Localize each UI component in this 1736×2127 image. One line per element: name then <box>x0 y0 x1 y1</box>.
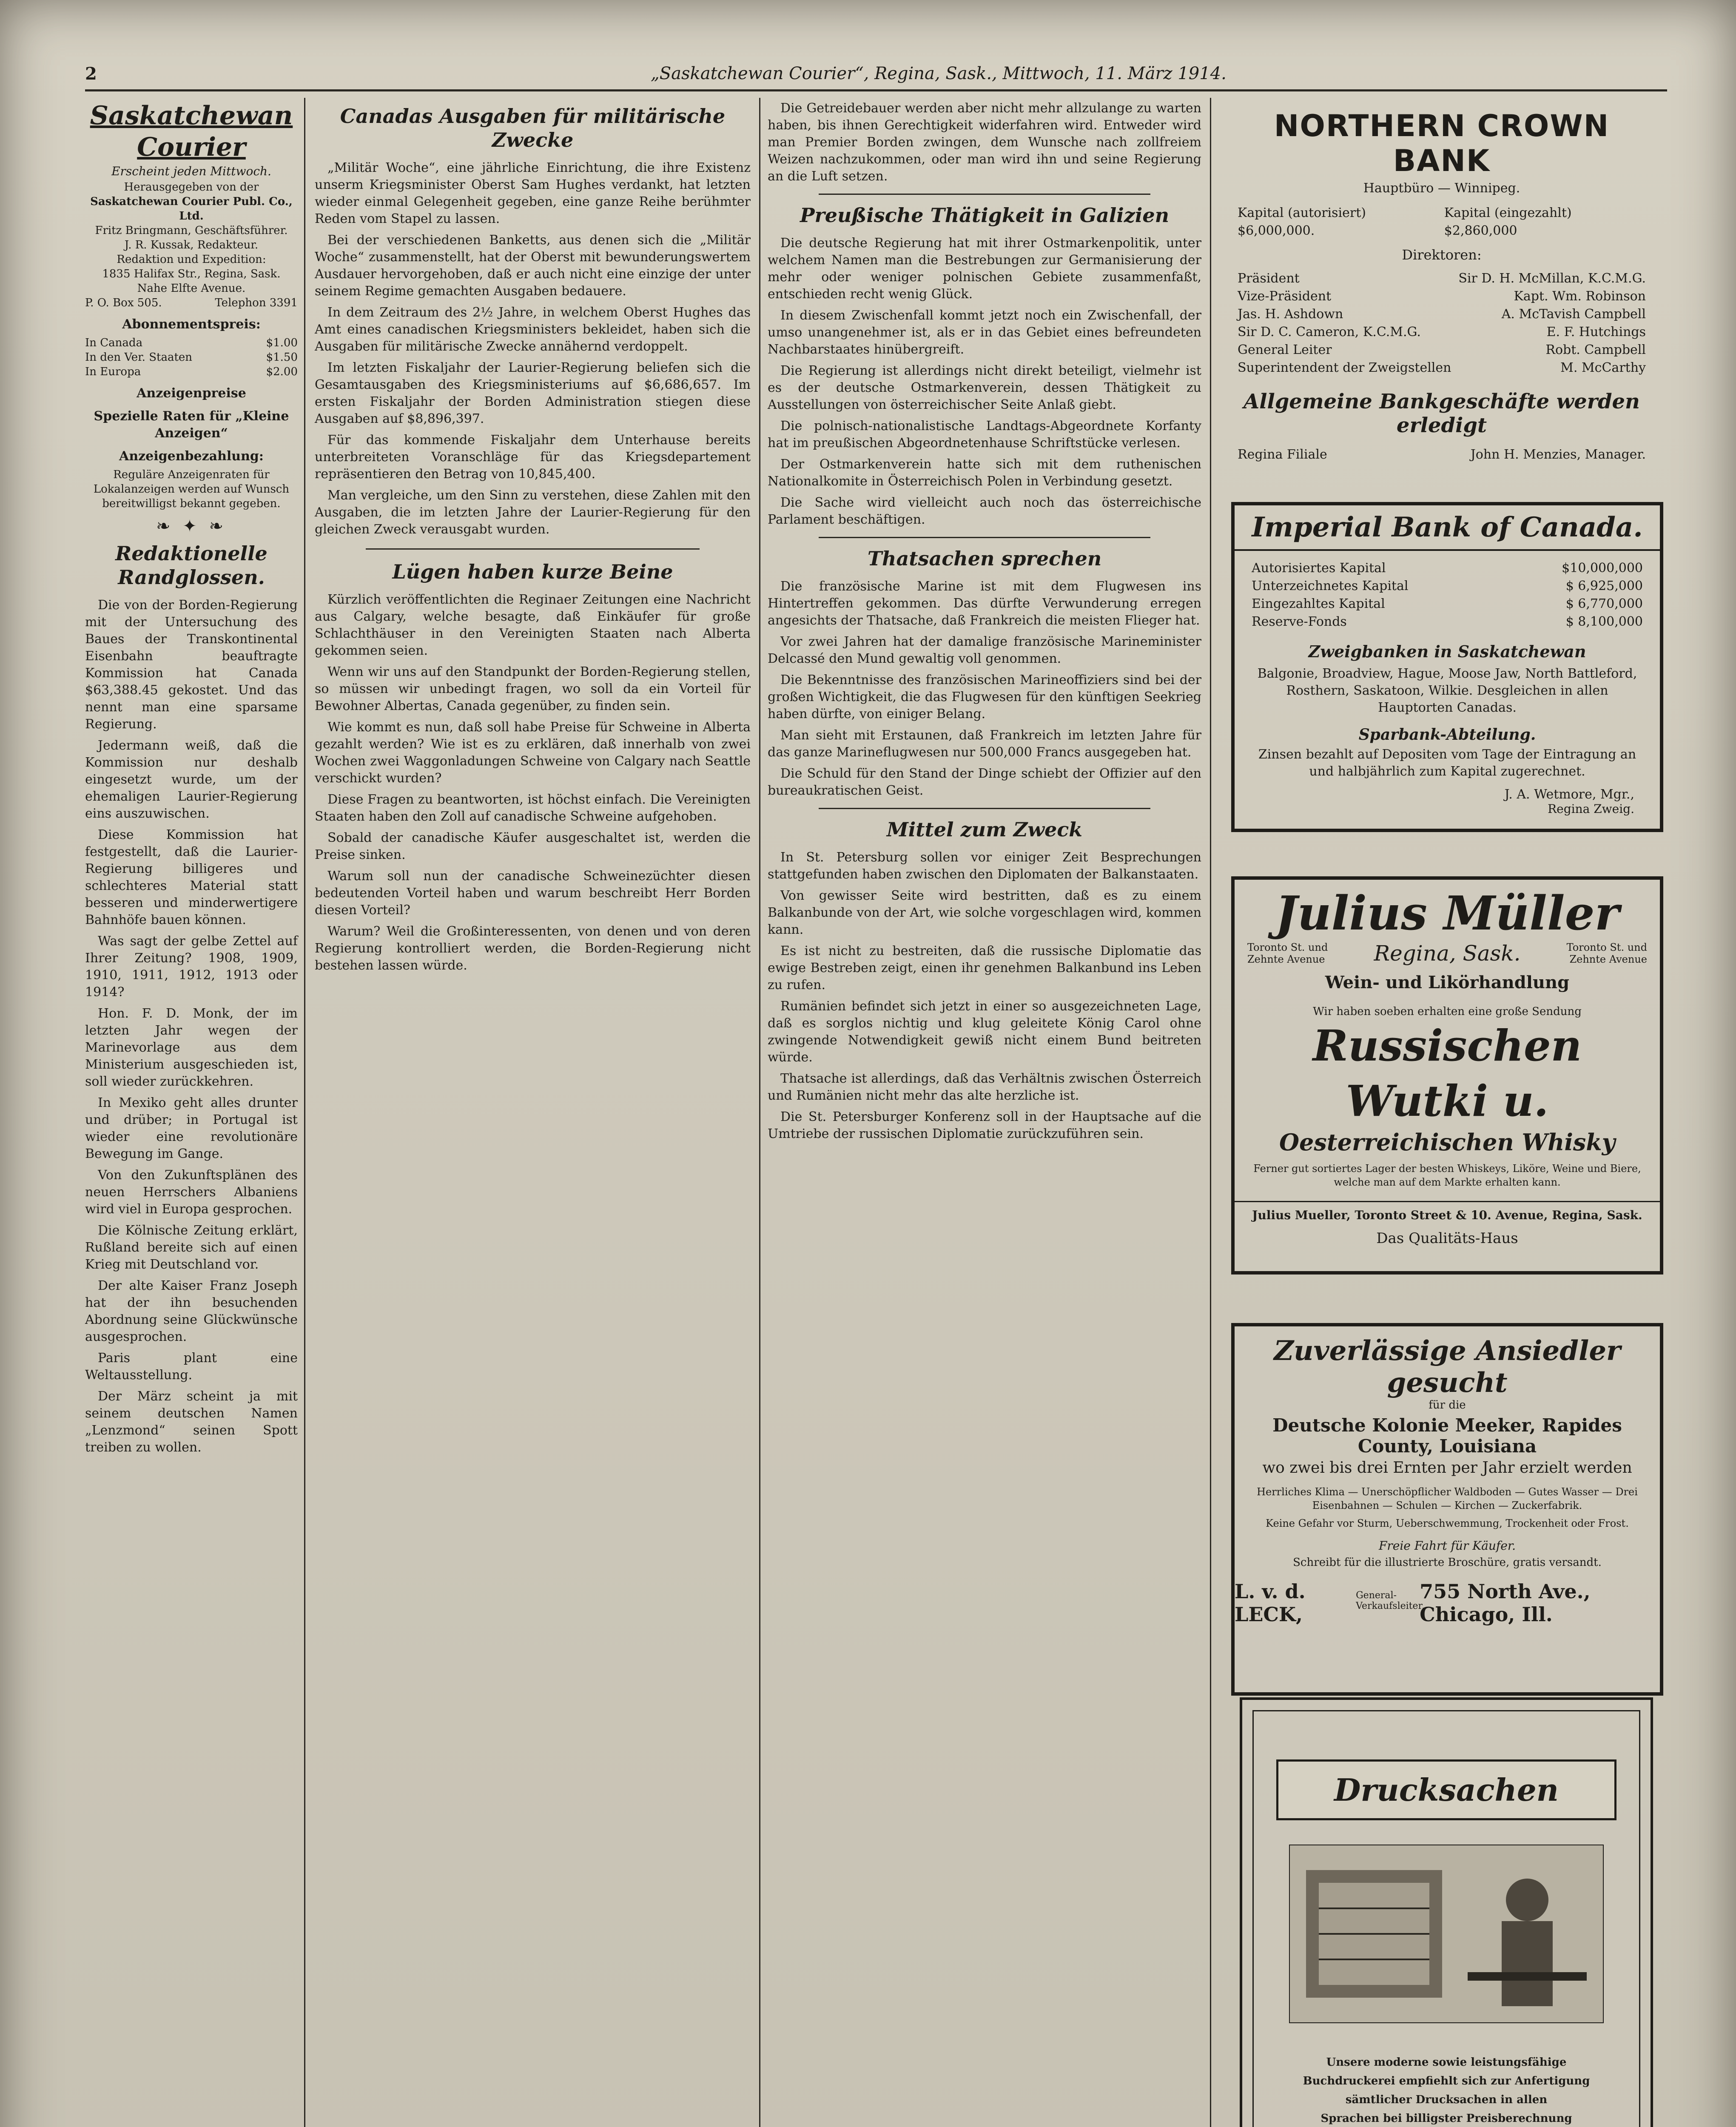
paragraph: Der alte Kaiser Franz Joseph hat der ihn besuchenden Abordnung seine Glückwünsche ausgesprochen. <box>85 1278 298 1344</box>
savings-label: Sparbank-Abteilung. <box>1358 726 1536 744</box>
article-divider <box>819 194 1150 195</box>
directors-label: Direktoren: <box>1402 247 1482 263</box>
ornament-divider: ❧ ✦ ❧ <box>156 516 227 536</box>
ad-print-shop <box>1240 1697 1653 2127</box>
editor-line: J. R. Kussak, Redakteur. <box>124 239 259 251</box>
paragraph: Die polnisch-nationalistische Landtags-Abgeordnete Korfanty hat im preußischen Abgeordnetenhause Schriftstücke verlesen. <box>768 419 1201 450</box>
bank-title: NORTHERN CROWN BANK <box>1274 108 1610 178</box>
article-column <box>768 100 1201 1147</box>
article-heading: Canadas Ausgaben für militärische Zwecke <box>340 105 726 151</box>
paragraph: Von den Zukunftsplänen des neuen Herrschers Albaniens wird viel in Europa gesprochen. <box>85 1168 298 1217</box>
masthead-title: Saskatchewan Courier <box>90 101 293 162</box>
publisher-line: Herausgegeben von der <box>124 181 259 194</box>
rates-notice: Reguläre Anzeigenraten für Lokalanzeigen werden auf Wunsch bereitwilligst bekannt gegeben. <box>93 468 290 510</box>
imperial-title: Imperial Bank of Canada. <box>1235 505 1660 551</box>
business-line: Wein- und Likörhandlung <box>1325 972 1570 992</box>
paragraph: Thatsache ist allerdings, daß das Verhältnis zwischen Österreich und Rumänien nicht mehr das alte herzliche ist. <box>768 1071 1201 1103</box>
column-divider <box>759 98 760 2127</box>
ad-imperial-bank <box>1231 502 1663 832</box>
page-header <box>85 64 1667 89</box>
po-box: P. O. Box 505. <box>85 297 162 309</box>
tagline: Das Qualitäts-Haus <box>1376 1230 1518 1247</box>
colony-name: Deutsche Kolonie Meeker, Rapides County, Louisiana <box>1272 1415 1622 1457</box>
director-row: Vize-Präsident Kapt. Wm. Robinson <box>1238 289 1646 304</box>
paragraph: Die französische Marine ist mit dem Flugwesen ins Hintertreffen gekommen. Das dürfte Verwunderung erregen angesichts der Thatsache, daß Frankreich die meisten Flieger hat. <box>768 579 1201 628</box>
savings-text: Zinsen bezahlt auf Depositen vom Tage der Eintragung an und halbjährlich zum Kapital zugerechnet. <box>1258 747 1636 779</box>
address-row: Toronto St. und Zehnte Avenue Regina, Sask. Toronto St. und Zehnte Avenue <box>1247 941 1647 966</box>
capital-row: Autorisiertes Kapital $10,000,000 <box>1252 561 1643 576</box>
product-1: Russischen Wutki u. <box>1312 1021 1582 1126</box>
paragraph: Die Kölnische Zeitung erklärt, Rußland bereite sich auf einen Krieg mit Deutschland vor. <box>85 1223 298 1272</box>
paragraph: Vor zwei Jahren hat der damalige französische Marineminister Delcassé den Mund gewaltig voll genommen. <box>768 634 1201 666</box>
ad-julius-mueller <box>1231 876 1663 1274</box>
subscription-row: In Canada $1.00 <box>85 336 298 349</box>
product-2: Oesterreichischen Whisky <box>1279 1129 1616 1156</box>
contact-row: L. v. d. LECK, General-Verkaufsleiter, 755 North Ave., Chicago, Ill. <box>1235 1580 1591 1626</box>
ads-label: Anzeigenpreise <box>137 386 246 401</box>
merchant-footer: Julius Mueller, Toronto Street & 10. Avenue, Regina, Sask. <box>1235 1201 1660 1222</box>
director-row: Jas. H. Ashdown A. McTavish Campbell <box>1238 307 1646 322</box>
paragraph: Der März scheint ja mit seinem deutschen Namen „Lenzmond“ seinen Spott treiben zu wollen. <box>85 1389 298 1455</box>
paragraph: Im letzten Fiskaljahr der Laurier-Regierung beliefen sich die Gesamtausgaben des Kriegsministeriums auf $6,686,657. Im ersten Fiskaljahr der Borden Administration stiegen diese Ausgaben auf $8,896,397. <box>315 360 751 426</box>
masthead-column <box>85 100 298 1460</box>
print-text: Unsere moderne sowie leistungsfähige Buchdruckerei empfiehlt sich zur Anfertigung sämtlicher Drucksachen in allen Sprachen bei billigster Preisberechnung <box>1303 2056 1590 2125</box>
subscription-row: In Europa $2.00 <box>85 365 298 378</box>
merchant-name: Julius Müller <box>1275 886 1619 941</box>
article-divider <box>819 808 1150 809</box>
branches-list: Balgonie, Broadview, Hague, Moose Jaw, North Battleford, Rosthern, Saskatoon, Wilkie. Desgleichen in allen Hauptorten Canadas. <box>1257 666 1637 715</box>
paragraph: Rumänien befindet sich jetzt in einer so ausgezeichneten Lage, daß es sorglos nichtig und klug geleitete König Carol ohne zwingende Notwendigkeit gewiß nicht einem Bund beitreten würde. <box>768 999 1201 1065</box>
settlers-for: für die <box>1429 1399 1466 1411</box>
paragraph: Bei der verschiedenen Banketts, aus denen sich die „Militär Woche“ zusammenstellt, hat der Oberst mit bewunderungswertem Ausdauer hervorgehoben, daß er auch nicht eine einzige der unter seinem Regime gemachten Ausgaben bedauere. <box>315 233 751 299</box>
paragraph: Was sagt der gelbe Zettel auf Ihrer Zeitung? 1908, 1909, 1910, 1911, 1912, 1913 oder 1914? <box>85 934 298 1000</box>
director-row: General Leiter Robt. Campbell <box>1238 342 1646 357</box>
column-divider <box>304 98 305 2127</box>
features-text: Herrliches Klima — Unerschöpflicher Waldboden — Gutes Wasser — Drei Eisenbahnen — Schulen — Kirchen — Zuckerfabrik. <box>1257 1486 1638 1511</box>
article-heading: Mittel zum Zweck <box>886 818 1083 841</box>
publisher-name: Saskatchewan Courier Publ. Co., Ltd. <box>90 195 293 222</box>
paragraph: Man vergleiche, um den Sinn zu verstehen, diese Zahlen mit den Ausgaben, die im letzten Jahre der Laurier-Regierung für den gleichen Zweck verausgabt wurden. <box>315 488 751 537</box>
article-body <box>85 597 298 1456</box>
capital-row: Eingezahltes Kapital $ 6,770,000 <box>1252 596 1643 611</box>
article-heading: Preußische Thätigkeit in Galizien <box>800 204 1170 227</box>
article-heading: Thatsachen sprechen <box>867 547 1102 570</box>
article-column <box>315 100 751 978</box>
ad-settlers <box>1231 1323 1663 1696</box>
branches-label: Zweigbanken in Saskatchewan <box>1308 642 1586 661</box>
paragraph: Der Ostmarkenverein hatte sich mit dem ruthenischen Nationalkomite in Österreichisch Polen in Verbindung gesetzt. <box>768 457 1201 489</box>
paragraph: Paris plant eine Weltausstellung. <box>85 1351 298 1383</box>
paragraph: In dem Zeitraum des 2½ Jahre, in welchem Oberst Hughes das Amt eines canadischen Kriegsministers bekleidet, haben sich die Ausgaben für militärische Zwecke annähernd verdoppelt. <box>315 305 751 354</box>
paragraph: „Militär Woche“, eine jährliche Einrichtung, die ihre Existenz unserm Kriegsminister Oberst Sam Hughes verdankt, hat letzten wieder einmal Gelegenheit gegeben, eine ganze Reihe berühmter Reden vom Stapel zu lassen. <box>315 160 751 226</box>
paragraph: Diese Fragen zu beantworten, ist höchst einfach. Die Vereinigten Staaten haben den Zoll auf canadische Schweine aufgehoben. <box>315 792 751 824</box>
product-detail: Ferner gut sortiertes Lager der besten Whiskeys, Liköre, Weine und Biere, welche man auf dem Markte erhalten kann. <box>1253 1163 1641 1188</box>
paragraph: Von gewisser Seite wird bestritten, daß es zu einem Balkanbunde von der Art, wie solche vorgeschlagen wird, kommen kann. <box>768 888 1201 937</box>
paragraph: Wie kommt es nun, daß soll habe Preise für Schweine in Alberta gezahlt werden? Wie ist es zu erklären, daß innerhalb von zwei Wochen zwei Waggonladungen Schweine von Calgary nach Seattle verschickt wurden? <box>315 720 751 786</box>
phone: Telephon 3391 <box>215 297 298 309</box>
paragraph: In Mexiko geht alles drunter und drüber; in Portugal ist wieder eine revolutionäre Bewegung im Gange. <box>85 1095 298 1161</box>
paragraph: Die Regierung ist allerdings nicht direkt beteiligt, vielmehr ist es der deutsche Ostmarkenverein, dessen Thätigkeit zu Ausstellungen von österreichischer Seite Anlaß giebt. <box>768 363 1201 412</box>
paragraph: Die Schuld für den Stand der Dinge schiebt der Offizier auf den bureaukratischen Geist. <box>768 766 1201 798</box>
paragraph: Man sieht mit Erstaunen, daß Frankreich im letzten Jahre für das ganze Marineflugwesen nur 500,000 Francs ausgegeben hat. <box>768 728 1201 760</box>
director-row: Sir D. C. Cameron, K.C.M.G. E. F. Hutchings <box>1238 325 1646 339</box>
paragraph: Jedermann weiß, daß die Kommission nur deshalb eingesetzt wurde, um der ehemaligen Laurier-Regierung eins auszuwischen. <box>85 738 298 821</box>
contact-row <box>85 296 298 310</box>
paragraph: Warum soll nun der canadische Schweinezüchter diesen bedeutenden Vorteil haben und warum beschreibt Herr Borden diesen Vorteil? <box>315 869 751 918</box>
article-divider <box>366 548 700 550</box>
print-title: Drucksachen <box>1276 1759 1616 1820</box>
manager-line: Fritz Bringmann, Geschäftsführer. <box>95 224 288 237</box>
paragraph: Die Getreidebauer werden aber nicht mehr allzulange zu warten haben, bis ihnen Gerechtigkeit widerfahren wird. Entweder wird man Premier Borden zwingen, dem Wunsche nach zollfreiem Weizen nachzukommen, oder man wird ihn und seine Regierung an die Luft setzen. <box>768 101 1201 184</box>
masthead-subtitle: Erscheint jeden Mittwoch. <box>111 164 271 178</box>
branch-row: Regina Filiale John H. Menzies, Manager. <box>1238 447 1646 462</box>
paragraph: Die St. Petersburger Konferenz soll in der Hauptsache auf die Umtriebe der russischen Diplomatie zurückzuführen sein. <box>768 1109 1201 1141</box>
paragraph: Die von der Borden-Regierung mit der Untersuchung des Baues der Transkontinental Eisenbahn beauftragte Kommission hat Canada $63,388.45 gekostet. Und das nennt man eine sparsame Regierung. <box>85 598 298 732</box>
article-divider <box>819 537 1150 538</box>
harvest-text: wo zwei bis drei Ernten per Jahr erzielt werden <box>1262 1459 1632 1477</box>
settlers-title: Zuverlässige Ansiedler gesucht <box>1274 1335 1621 1399</box>
paragraph: In St. Petersburg sollen vor einiger Zeit Besprechungen stattgefunden haben zwischen den Diplomaten der Balkanstaaten. <box>768 850 1201 882</box>
paragraph: Die Bekenntnisse des französischen Marineoffiziers sind bei der großen Wichtigkeit, die das Flugwesen für den künftigen Seekrieg haben dürfte, von einiger Belang. <box>768 673 1201 721</box>
shipment-text: Wir haben soeben erhalten eine große Sendung <box>1313 1005 1582 1018</box>
subscription-label: Abonnementspreis: <box>122 317 261 332</box>
manager-name: J. A. Wetmore, Mgr., <box>1504 787 1634 802</box>
paragraph: Es ist nicht zu bestreiten, daß die russische Diplomatie das ewige Bestreben zeigt, einen ihr genehmen Balkanbund ins Leben zu rufen. <box>768 944 1201 992</box>
ad-northern-crown-bank <box>1221 100 1663 466</box>
dateline: „Saskatchewan Courier“, Regina, Sask., Mittwoch, 11. März 1914. <box>651 64 1227 83</box>
extra-text: Keine Gefahr vor Sturm, Ueberschwemmung, Trockenheit oder Frost. <box>1266 1517 1629 1529</box>
article-heading: Redaktionelle Randglossen. <box>115 542 268 589</box>
bank-slogan: Allgemeine Bankgeschäfte werden erledigt <box>1244 390 1640 437</box>
column-divider <box>1210 98 1211 2127</box>
printing-press-illustration <box>1289 1845 1604 2023</box>
subscription-row: In den Ver. Staaten $1.50 <box>85 351 298 364</box>
capital-row: Reserve-Fonds $ 8,100,000 <box>1252 614 1643 629</box>
rates-label: Spezielle Raten für „Kleine Anzeigen“ <box>94 409 289 441</box>
payment-label: Anzeigenbezahlung: <box>119 449 264 464</box>
write-text: Schreibt für die illustrierte Broschüre, gratis versandt. <box>1293 1556 1602 1569</box>
paragraph: Sobald der canadische Käufer ausgeschaltet ist, werden die Preise sinken. <box>315 830 751 862</box>
capital-row: Kapital (autorisiert) $6,000,000. Kapital (eingezahlt) $2,860,000 <box>1238 205 1572 238</box>
article-heading: Lügen haben kurze Beine <box>392 560 673 583</box>
office-address: 1835 Halifax Str., Regina, Sask. <box>102 268 281 280</box>
page-number: 2 <box>85 64 97 84</box>
office-near: Nahe Elfte Avenue. <box>137 282 246 295</box>
paragraph: Diese Kommission hat festgestellt, daß die Laurier-Regierung billigeres und schlechteres Material statt besseren und minderwertigere Bahnhöfe bauen können. <box>85 827 298 927</box>
header-rule <box>85 89 1667 91</box>
director-row: Superintendent der Zweigstellen M. McCarthy <box>1238 360 1646 375</box>
office-label: Redaktion und Expedition: <box>117 253 266 266</box>
paragraph: Für das kommende Fiskaljahr dem Unterhause bereits unterbreiteten Voranschläge für das Kriegsdepartement repräsentieren den Betrag von 10,845,400. <box>315 433 751 482</box>
director-row: Präsident Sir D. H. McMillan, K.C.M.G. <box>1238 271 1646 286</box>
paragraph: Die deutsche Regierung hat mit ihrer Ostmarkenpolitik, unter welchem Namen man die Bestrebungen zur Germanisierung der mehr oder weniger polnischen Gebiete zusammenfaßt, entschieden recht wenig Glück. <box>768 236 1201 302</box>
paragraph: Kürzlich veröffentlichten die Reginaer Zeitungen eine Nachricht aus Calgary, welche besagte, daß Einkäufer für große Schlachthäuser in den Vereinigten Staaten nach Alberta gekommen seien. <box>315 592 751 658</box>
capital-row: Unterzeichnetes Kapital $ 6,925,000 <box>1252 579 1643 593</box>
paragraph: Wenn wir uns auf den Standpunkt der Borden-Regierung stellen, so müssen wir unbedingt fragen, wo soll da ein Vorteil für Bewohner Albertas, Canada gegenüber, zu finden sein. <box>315 664 751 713</box>
paragraph: Warum? Weil die Großinteressenten, von denen und von deren Regierung kontrolliert werden, die Borden-Regierung nicht bestehen lassen würde. <box>315 924 751 973</box>
branch-name: Regina Zweig. <box>1548 802 1634 816</box>
paragraph: Die Sache wird vielleicht auch noch das österreichische Parlament beschäftigen. <box>768 495 1201 527</box>
head-office: Hauptbüro — Winnipeg. <box>1363 181 1520 196</box>
paragraph: Hon. F. D. Monk, der im letzten Jahr wegen der Marinevorlage aus dem Ministerium ausgeschieden ist, soll wieder zurückkehren. <box>85 1006 298 1089</box>
paragraph: In diesem Zwischenfall kommt jetzt noch ein Zwischenfall, der umso unangenehmer ist, als er in das Gebiet eines befreundeten Nachbarstaates hinübergreift. <box>768 308 1201 357</box>
free-trip: Freie Fahrt für Käufer. <box>1378 1539 1516 1553</box>
